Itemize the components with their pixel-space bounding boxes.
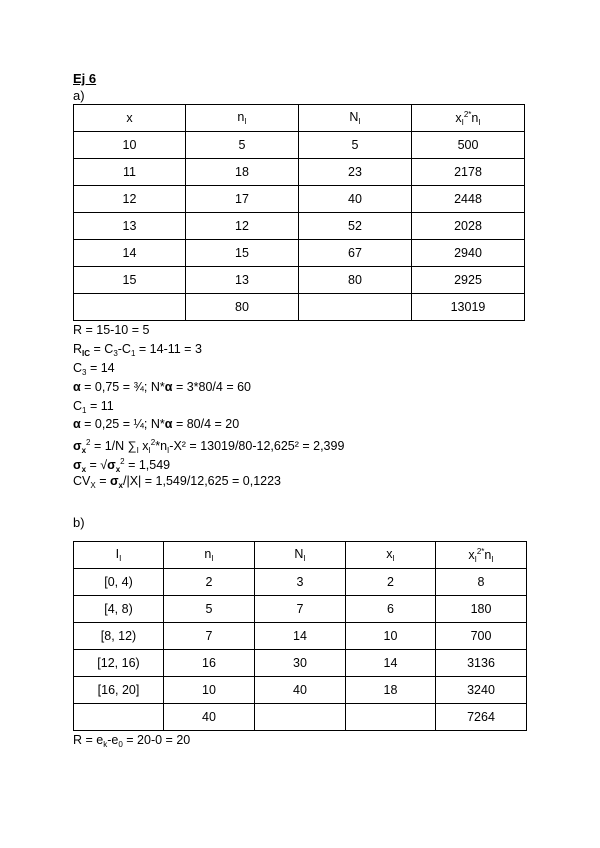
formulas-b xyxy=(73,731,533,750)
table-a-header-cell: $x_I^{2*}n_I$ xyxy=(412,105,525,132)
formula-interquartile-range: $R_{IC} = C_3-C_1 = 14-11 = 3$ xyxy=(73,341,202,358)
table-a-cell: 14 xyxy=(74,240,186,267)
table-b-cell: 10 xyxy=(346,623,436,650)
table-a-cell: 2448 xyxy=(412,186,525,213)
formula-variance: $\sigma_x^2 = 1/N$ $\sum_I$ $x_I^2*n_I-X^2 = 13019/80-12,625^2 = 2,399$ xyxy=(73,438,345,456)
table-a-cell: 500 xyxy=(412,132,525,159)
table-a-total-row xyxy=(74,294,525,321)
table-a-cell: 2925 xyxy=(412,267,525,294)
formula-coefficient-of-variation: $CV_X = \sigma_x/|X| = 1,549/12,625 = 0,1223$ xyxy=(73,474,281,491)
table-b-cell xyxy=(346,704,436,731)
table-a-cell xyxy=(74,294,186,321)
table-b-header-cell: $I_I$ xyxy=(74,542,164,569)
table-b-row xyxy=(74,650,527,677)
table-a-row xyxy=(74,240,525,267)
table-a-cell: 15 xyxy=(186,240,299,267)
table-b-row xyxy=(74,569,527,596)
table-b-cell: 3 xyxy=(255,569,346,596)
table-a-cell: 13 xyxy=(186,267,299,294)
table-a-cell: 2940 xyxy=(412,240,525,267)
table-b-cell: [4, 8) xyxy=(74,596,164,623)
table-b-cell: 40 xyxy=(255,677,346,704)
table-a-cell: 80 xyxy=(299,267,412,294)
table-a-cell: 17 xyxy=(186,186,299,213)
table-b-header-cell: $n_I$ xyxy=(164,542,255,569)
document-page xyxy=(73,70,533,750)
table-b-cell: 8 xyxy=(436,569,527,596)
table-a-cell: 15 xyxy=(74,267,186,294)
table-b-header-row xyxy=(74,542,527,569)
table-b-row xyxy=(74,623,527,650)
table-b-cell: [12, 16) xyxy=(74,650,164,677)
table-b-cell: 3136 xyxy=(436,650,527,677)
table-a-row xyxy=(74,132,525,159)
table-a-cell: 5 xyxy=(299,132,412,159)
table-b-cell: 5 xyxy=(164,596,255,623)
table-a-row xyxy=(74,213,525,240)
table-a-cell: 10 xyxy=(74,132,186,159)
table-b-cell: 14 xyxy=(346,650,436,677)
table-a-cell: 67 xyxy=(299,240,412,267)
table-a-header-row xyxy=(74,105,525,132)
table-a-cell: 23 xyxy=(299,159,412,186)
table-b-row xyxy=(74,596,527,623)
formulas-a xyxy=(73,321,533,491)
table-b-header-cell: $x_I$ xyxy=(346,542,436,569)
table-b-cell: 700 xyxy=(436,623,527,650)
table-a-cell: 18 xyxy=(186,159,299,186)
table-b-cell: 180 xyxy=(436,596,527,623)
table-b-cell: 7 xyxy=(164,623,255,650)
table-b-row xyxy=(74,677,527,704)
table-b-cell: 14 xyxy=(255,623,346,650)
exercise-heading: Ej 6 xyxy=(73,71,97,86)
table-b-cell: 3240 xyxy=(436,677,527,704)
table-b-cell: [8, 12) xyxy=(74,623,164,650)
table-a-cell: 13 xyxy=(74,213,186,240)
table-a-row xyxy=(74,186,525,213)
table-b-cell: 6 xyxy=(346,596,436,623)
table-b-header-cell: $N_I$ xyxy=(255,542,346,569)
table-a-cell xyxy=(299,294,412,321)
table-a-cell: 2178 xyxy=(412,159,525,186)
table-a-cell: 80 xyxy=(186,294,299,321)
table-b-total-row xyxy=(74,704,527,731)
table-b-cell: 18 xyxy=(346,677,436,704)
formula-alpha-075: α = 0,75 = ¾; N*α = 3*80/4 = 60 xyxy=(73,379,252,394)
part-a-label: a) xyxy=(73,88,85,103)
table-b-cell: 2 xyxy=(164,569,255,596)
part-b-label: b) xyxy=(73,515,85,531)
table-a-cell: 12 xyxy=(186,213,299,240)
table-a-header-cell: $n_I$ xyxy=(186,105,299,132)
table-b-cell: 10 xyxy=(164,677,255,704)
table-b-header-cell: $x_I^{2*}n_I$ xyxy=(436,542,527,569)
table-b-cell: 7 xyxy=(255,596,346,623)
table-b-cell: 40 xyxy=(164,704,255,731)
table-a-cell: 13019 xyxy=(412,294,525,321)
formula-range-b: $R = e_k-e_0 = 20-0 = 20$ xyxy=(73,733,191,750)
table-a-row xyxy=(74,159,525,186)
table-a-cell: 2028 xyxy=(412,213,525,240)
table-a-cell: 52 xyxy=(299,213,412,240)
table-a-cell: 40 xyxy=(299,186,412,213)
formula-c3: $C_3 = 14$ xyxy=(73,360,115,377)
table-b-cell: 16 xyxy=(164,650,255,677)
formula-alpha-025: α = 0,25 = ¼; N*α = 80/4 = 20 xyxy=(73,417,240,432)
table-b-cell: 30 xyxy=(255,650,346,677)
table-b-cell: [0, 4) xyxy=(74,569,164,596)
table-a-cell: 12 xyxy=(74,186,186,213)
frequency-table-b xyxy=(73,541,527,731)
table-a-cell: 11 xyxy=(74,159,186,186)
table-a-row xyxy=(74,267,525,294)
formula-std-dev: $\sigma_x = √\sigma_x^2 = 1,549$ xyxy=(73,457,171,475)
table-b-cell xyxy=(255,704,346,731)
table-b-cell: [16, 20] xyxy=(74,677,164,704)
table-a-header-cell: $N_I$ xyxy=(299,105,412,132)
formula-range: R = 15-10 = 5 xyxy=(73,323,150,337)
table-b-cell: 2 xyxy=(346,569,436,596)
table-b-cell: 7264 xyxy=(436,704,527,731)
formula-c1: $C_1 = 11$ xyxy=(73,398,114,415)
frequency-table-a xyxy=(73,104,525,321)
table-b-cell xyxy=(74,704,164,731)
table-a-header-cell: x xyxy=(74,105,186,132)
table-a-cell: 5 xyxy=(186,132,299,159)
